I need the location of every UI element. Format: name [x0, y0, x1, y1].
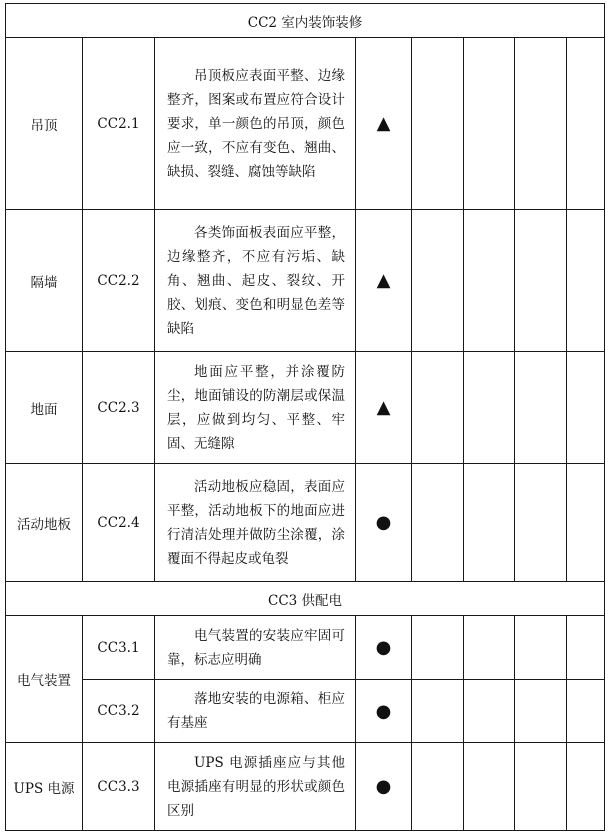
- empty-cell: [567, 352, 605, 464]
- item-code: CC2.2: [83, 210, 155, 352]
- table-row: [6, 352, 605, 464]
- table-row: [6, 680, 605, 743]
- description-text: UPS 电源插座应与其他电源插座有明显的形状或颜色区别: [167, 754, 345, 819]
- empty-cell: [567, 464, 605, 582]
- table-row: [6, 743, 605, 831]
- empty-cell: [515, 464, 567, 582]
- inspection-table: [5, 3, 605, 831]
- item-code: CC3.2: [83, 680, 155, 743]
- item-description: [155, 743, 356, 831]
- empty-cell: [567, 616, 605, 680]
- empty-cell: [567, 680, 605, 743]
- empty-cell: [464, 743, 515, 831]
- empty-cell: [567, 743, 605, 831]
- item-mark: ▲: [356, 352, 412, 464]
- empty-cell: [412, 38, 464, 210]
- empty-cell: [464, 464, 515, 582]
- item-name: 隔墙: [6, 210, 83, 352]
- empty-cell: [412, 616, 464, 680]
- item-description: [155, 210, 356, 352]
- empty-cell: [412, 680, 464, 743]
- item-description: [155, 352, 356, 464]
- description-text: 地面应平整，并涂覆防尘，地面铺设的防潮层或保温层，应做到均匀、平整、牢固、无缝隙: [167, 363, 345, 452]
- empty-cell: [567, 38, 605, 210]
- item-description: [155, 464, 356, 582]
- table-row: [6, 210, 605, 352]
- section-row: [6, 582, 605, 616]
- section-title: CC2 室内装饰装修: [6, 4, 605, 38]
- item-mark: ▲: [356, 38, 412, 210]
- item-description: [155, 38, 356, 210]
- item-mark: ●: [356, 616, 412, 680]
- item-mark: ▲: [356, 210, 412, 352]
- item-mark: ●: [356, 464, 412, 582]
- description-text: 各类饰面板表面应平整，边缘整齐，不应有污垢、缺角、翘曲、起皮、裂纹、开胶、划痕、变色和明显色差等缺陷: [167, 224, 345, 337]
- empty-cell: [464, 616, 515, 680]
- empty-cell: [515, 680, 567, 743]
- section-row: [6, 4, 605, 38]
- empty-cell: [412, 743, 464, 831]
- empty-cell: [412, 464, 464, 582]
- item-mark: ●: [356, 743, 412, 831]
- description-text: 活动地板应稳固，表面应平整，活动地板下的地面应进行清洁处理并做防尘涂覆，涂覆面不得起皮或龟裂: [167, 478, 345, 567]
- table-row: [6, 464, 605, 582]
- item-name: 吊顶: [6, 38, 83, 210]
- description-text: 吊顶板应表面平整、边缘整齐，图案或布置应符合设计要求，单一颜色的吊顶，颜色应一致，不应有变色、翘曲、缺损、裂缝、腐蚀等缺陷: [167, 67, 345, 180]
- empty-cell: [464, 210, 515, 352]
- section-title: CC3 供配电: [6, 582, 605, 616]
- empty-cell: [412, 210, 464, 352]
- item-description: [155, 680, 356, 743]
- item-mark: ●: [356, 680, 412, 743]
- item-code: CC3.1: [83, 616, 155, 680]
- empty-cell: [464, 352, 515, 464]
- empty-cell: [464, 680, 515, 743]
- item-description: [155, 616, 356, 680]
- description-text: 落地安装的电源箱、柜应有基座: [167, 691, 345, 731]
- item-name: 地面: [6, 352, 83, 464]
- description-text: 电气装置的安装应牢固可靠，标志应明确: [167, 627, 345, 668]
- item-code: CC2.4: [83, 464, 155, 582]
- item-name: 电气装置: [6, 616, 83, 743]
- empty-cell: [515, 210, 567, 352]
- empty-cell: [464, 38, 515, 210]
- empty-cell: [515, 743, 567, 831]
- item-code: CC2.1: [83, 38, 155, 210]
- empty-cell: [515, 616, 567, 680]
- item-code: CC3.3: [83, 743, 155, 831]
- item-code: CC2.3: [83, 352, 155, 464]
- item-name: UPS 电源: [6, 743, 83, 831]
- empty-cell: [515, 38, 567, 210]
- empty-cell: [567, 210, 605, 352]
- empty-cell: [412, 352, 464, 464]
- empty-cell: [515, 352, 567, 464]
- table-row: [6, 38, 605, 210]
- table-row: [6, 616, 605, 680]
- item-name: 活动地板: [6, 464, 83, 582]
